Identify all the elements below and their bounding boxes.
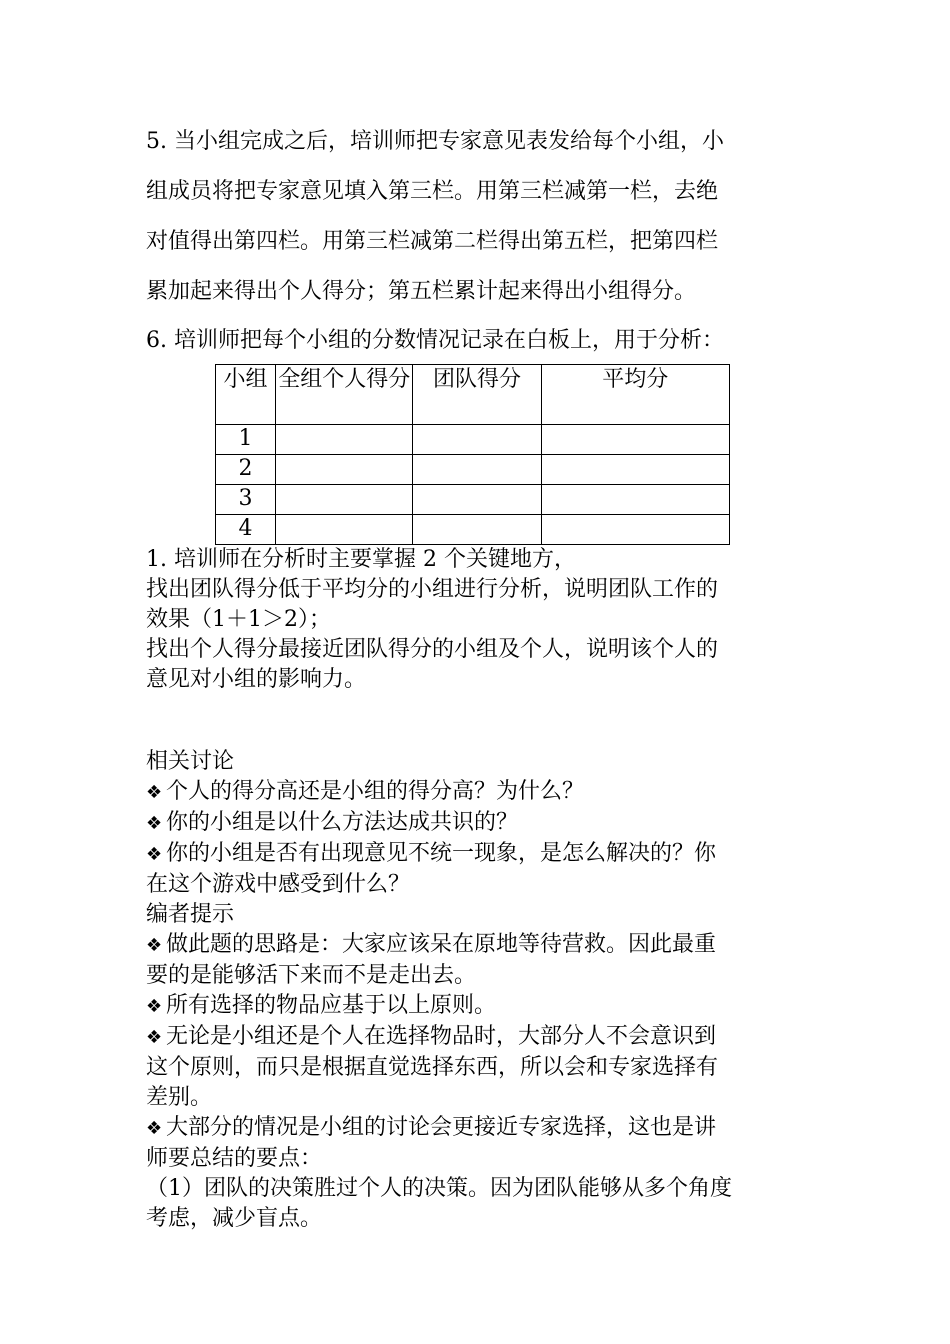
conclusion-line: 考虑，减少盲点。 — [146, 1206, 323, 1231]
table-cell — [413, 455, 541, 485]
discussion-item — [146, 839, 808, 870]
tip-item-text: 所有选择的物品应基于以上原则。 — [166, 993, 497, 1018]
tip-item-text: 大部分的情况是小组的讨论会更接近专家选择，这也是讲 — [166, 1115, 717, 1140]
tip-item-continuation: 师要总结的要点： — [146, 1146, 323, 1171]
step-6-paragraph: 6. 培训师把每个小组的分数情况记录在白板上，用于分析： — [146, 328, 724, 353]
discussion-item-text: 你的小组是以什么方法达成共识的？ — [166, 810, 519, 835]
tip-item-continuation: 要的是能够活下来而不是走出去。 — [146, 963, 477, 988]
table-cell-group: 1 — [216, 425, 276, 455]
conclusion-line: （1）团队的决策胜过个人的决策。因为团队能够从多个角度 — [146, 1176, 732, 1201]
table-cell — [413, 485, 541, 515]
discussion-item — [146, 808, 808, 839]
analysis-line: 找出团队得分低于平均分的小组进行分析，说明团队工作的 — [146, 577, 719, 602]
table-cell — [413, 425, 541, 455]
table-cell — [541, 425, 729, 455]
table-cell — [276, 515, 413, 545]
header-individual-score: 全组个人得分 — [276, 365, 413, 425]
table-cell-group: 2 — [216, 455, 276, 485]
analysis-line: 效果（1＋1＞2）； — [146, 607, 331, 632]
header-team-score: 团队得分 — [413, 365, 541, 425]
header-average-score: 平均分 — [541, 365, 729, 425]
table-row — [216, 515, 730, 545]
tip-item — [146, 1022, 808, 1053]
tip-item-continuation: 差别。 — [146, 1085, 213, 1110]
table-row — [216, 425, 730, 455]
tip-item-continuation: 这个原则，而只是根据直觉选择东西，所以会和专家选择有 — [146, 1055, 719, 1080]
step-5-paragraph — [146, 117, 808, 317]
table-cell — [541, 515, 729, 545]
table-cell — [541, 485, 729, 515]
table-cell — [276, 455, 413, 485]
discussion-item-text: 你的小组是否有出现意见不统一现象，是怎么解决的？你 — [166, 841, 717, 866]
step-5-line: 累加起来得出个人得分；第五栏累计起来得出小组得分。 — [146, 279, 697, 304]
discussion-and-tips — [146, 747, 808, 1234]
score-table — [215, 364, 730, 545]
tip-item-text: 无论是小组还是个人在选择物品时，大部分人不会意识到 — [166, 1024, 717, 1049]
bullet-diamond-icon: ❖ — [146, 996, 163, 1017]
table-cell-group: 3 — [216, 485, 276, 515]
analysis-line: 1. 培训师在分析时主要掌握 2 个关键地方， — [146, 547, 576, 572]
discussion-item-continuation: 在这个游戏中感受到什么？ — [146, 872, 411, 897]
header-group: 小组 — [216, 365, 276, 425]
table-row — [216, 485, 730, 515]
discussion-heading: 相关讨论 — [146, 749, 235, 774]
table-cell — [276, 425, 413, 455]
table-cell — [276, 485, 413, 515]
bullet-diamond-icon: ❖ — [146, 935, 163, 956]
bullet-diamond-icon: ❖ — [146, 813, 163, 834]
table-cell — [413, 515, 541, 545]
tip-item — [146, 991, 808, 1022]
step-5-line: 对值得出第四栏。用第三栏减第二栏得出第五栏，把第四栏 — [146, 229, 719, 254]
analysis-line: 意见对小组的影响力。 — [146, 667, 367, 692]
bullet-diamond-icon: ❖ — [146, 1118, 163, 1139]
bullet-diamond-icon: ❖ — [146, 782, 163, 803]
analysis-section — [146, 545, 808, 695]
step-5-line: 组成员将把专家意见填入第三栏。用第三栏减第一栏，去绝 — [146, 179, 719, 204]
tip-item-text: 做此题的思路是：大家应该呆在原地等待营救。因此最重 — [166, 932, 717, 957]
discussion-item — [146, 777, 808, 808]
analysis-line: 找出个人得分最接近团队得分的小组及个人，说明该个人的 — [146, 637, 719, 662]
bullet-diamond-icon: ❖ — [146, 1027, 163, 1048]
table-row — [216, 455, 730, 485]
editor-tips-heading: 编者提示 — [146, 902, 235, 927]
bullet-diamond-icon: ❖ — [146, 844, 163, 865]
discussion-item-text: 个人的得分高还是小组的得分高？为什么？ — [166, 779, 585, 804]
table-cell — [541, 455, 729, 485]
table-header-row — [216, 365, 730, 425]
tip-item — [146, 930, 808, 961]
tip-item — [146, 1113, 808, 1144]
step-5-line: 5. 当小组完成之后，培训师把专家意见表发给每个小组，小 — [146, 129, 724, 154]
table-cell-group: 4 — [216, 515, 276, 545]
